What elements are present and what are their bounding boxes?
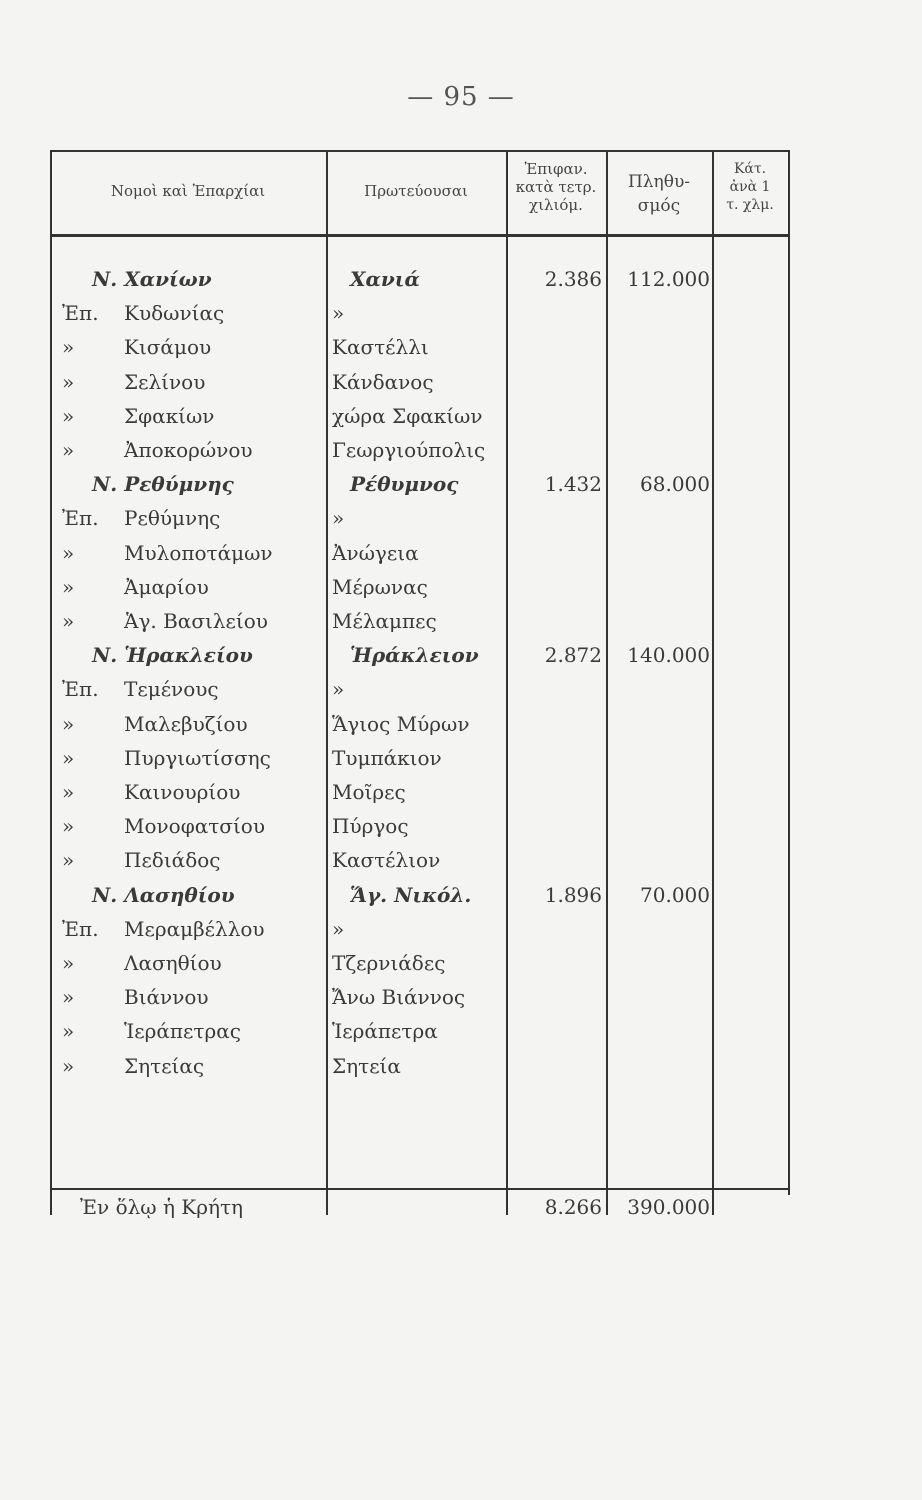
- region-name: [62, 604, 268, 638]
- header-rule: [50, 234, 790, 237]
- total-row: [50, 1190, 790, 1224]
- header-nomoi: Νομοὶ καὶ Ἐπαρχίαι: [110, 182, 266, 200]
- region-name: [62, 365, 205, 399]
- capital: Γεωργιούπολις: [332, 438, 486, 462]
- eparchia-row: [50, 843, 790, 877]
- capital: Ἅγιος Μύρων: [332, 711, 470, 736]
- region-label: Σελίνου: [124, 369, 206, 394]
- region-label: Ἀμαρίου: [124, 574, 209, 599]
- population-value: 70.000: [640, 882, 710, 907]
- region-prefix: Ἐπ.: [62, 301, 99, 326]
- capital: »: [332, 301, 345, 326]
- capital: Μέρωνας: [332, 574, 428, 599]
- region-name: [62, 330, 211, 364]
- capital: Ἄνω Βιάννος: [332, 985, 466, 1010]
- region-label: Μυλοποτάμων: [124, 540, 273, 565]
- region-prefix: Ἐπ.: [62, 677, 99, 702]
- region-prefix: »: [62, 609, 75, 633]
- region-prefix: »: [62, 540, 75, 565]
- capital: Πύργος: [332, 814, 409, 839]
- capital: Χανιά: [350, 267, 420, 291]
- region-name: Ν. Ἡρακλείου: [92, 643, 253, 668]
- region-prefix: »: [62, 369, 75, 394]
- region-prefix: »: [62, 1019, 75, 1044]
- table-top-rule: [50, 150, 790, 152]
- region-label: Πεδιάδος: [124, 848, 221, 873]
- region-label: Καινουρίου: [124, 780, 241, 804]
- region-name: [62, 570, 209, 604]
- population-value: 140.000: [627, 643, 710, 668]
- eparchia-row: [50, 570, 790, 604]
- region-name: Ν. Ρεθύμνης: [92, 472, 234, 497]
- eparchia-row: [50, 296, 790, 330]
- eparchia-row: [50, 1014, 790, 1048]
- eparchia-row: [50, 809, 790, 843]
- nomos-row: [50, 262, 790, 296]
- header-density: Κάτ. ἀνὰ 1 τ. χλμ.: [726, 161, 774, 213]
- region-label: Μεραμβέλλου: [124, 916, 265, 941]
- area-value: 2.872: [544, 643, 602, 668]
- region-label: Λασηθίου: [124, 951, 222, 975]
- region-name: [62, 912, 265, 946]
- region-name: [62, 980, 209, 1014]
- eparchia-row: [50, 433, 790, 467]
- region-label: Σφακίων: [124, 403, 215, 428]
- region-prefix: Ἐπ.: [62, 506, 99, 531]
- region-name: [62, 433, 253, 467]
- header-capitals: Πρωτεύουσαι: [364, 182, 468, 200]
- region-name: Ν. Χανίων: [92, 267, 212, 291]
- capital: Τζερνιάδες: [332, 951, 446, 975]
- nomos-row: [50, 878, 790, 912]
- region-name: [62, 399, 214, 433]
- region-prefix: »: [62, 403, 75, 428]
- region-label: Κισάμου: [124, 335, 212, 360]
- population-value: 68.000: [640, 472, 710, 497]
- region-label: Ἱεράπετρας: [124, 1019, 241, 1044]
- region-prefix: Ἐπ.: [62, 916, 99, 941]
- region-label: Ρεθύμνης: [124, 506, 221, 531]
- capital: Μοῖρες: [332, 780, 406, 804]
- capital: Τυμπάκιον: [332, 745, 442, 770]
- eparchia-row: [50, 946, 790, 980]
- eparchia-row: [50, 775, 790, 809]
- capital: »: [332, 506, 345, 531]
- population-value: 112.000: [627, 267, 710, 291]
- region-label: Βιάννου: [124, 985, 209, 1010]
- region-name: [62, 843, 220, 877]
- header-area: Ἐπιφαν. κατὰ τετρ. χιλιόμ.: [515, 160, 597, 214]
- region-prefix: »: [62, 814, 75, 839]
- region-name: [62, 536, 273, 570]
- region-label: Τεμένους: [124, 677, 219, 702]
- region-label: Πυργιωτίσσης: [124, 745, 271, 770]
- region-prefix: »: [62, 438, 75, 462]
- region-label: Ἁγ. Βασιλείου: [124, 609, 268, 633]
- total-area: 8.266: [544, 1195, 602, 1219]
- capital: Μέλαμπες: [332, 609, 437, 633]
- capital: Ἡράκλειον: [350, 643, 479, 668]
- region-name: [62, 946, 222, 980]
- region-label: Σητείας: [124, 1053, 205, 1078]
- region-name: [62, 775, 240, 809]
- eparchia-row: [50, 536, 790, 570]
- region-prefix: »: [62, 951, 75, 975]
- capital: Καστέλλι: [332, 335, 429, 360]
- eparchia-row: [50, 672, 790, 706]
- nomos-row: [50, 467, 790, 501]
- eparchia-row: [50, 501, 790, 535]
- region-name: [62, 296, 224, 330]
- region-prefix: »: [62, 574, 75, 599]
- nomos-row: [50, 638, 790, 672]
- capital: Ἅγ. Νικόλ.: [350, 882, 472, 907]
- eparchia-row: [50, 399, 790, 433]
- region-name: [62, 741, 271, 775]
- crete-table: [50, 150, 790, 1219]
- region-prefix: »: [62, 1053, 75, 1078]
- region-name: [62, 672, 219, 706]
- capital: »: [332, 677, 345, 702]
- region-prefix: »: [62, 780, 75, 804]
- page-number: — 95 —: [407, 82, 515, 112]
- region-prefix: »: [62, 335, 75, 360]
- eparchia-row: [50, 980, 790, 1014]
- region-prefix: »: [62, 711, 75, 736]
- capital: Ἀνώγεια: [332, 540, 419, 565]
- eparchia-row: [50, 741, 790, 775]
- eparchia-row: [50, 1049, 790, 1083]
- total-label: Ἐν ὅλῳ ἡ Κρήτη: [80, 1195, 244, 1219]
- capital: Σητεία: [332, 1053, 401, 1078]
- region-name: [62, 501, 220, 535]
- region-name: Ν. Λασηθίου: [92, 882, 235, 907]
- region-prefix: »: [62, 745, 75, 770]
- region-name: [62, 707, 248, 741]
- area-value: 2.386: [544, 267, 602, 291]
- region-name: [62, 809, 265, 843]
- eparchia-row: [50, 604, 790, 638]
- eparchia-row: [50, 912, 790, 946]
- capital: »: [332, 916, 345, 941]
- region-prefix: »: [62, 985, 75, 1010]
- capital: Κάνδανος: [332, 369, 434, 394]
- eparchia-row: [50, 365, 790, 399]
- capital: Καστέλιον: [332, 848, 441, 873]
- capital: χώρα Σφακίων: [332, 403, 483, 428]
- header-population: Πληθυ- σμός: [627, 172, 691, 216]
- region-label: Μαλεβυζίου: [124, 711, 248, 736]
- capital: Ἱεράπετρα: [332, 1019, 438, 1044]
- eparchia-row: [50, 330, 790, 364]
- eparchia-row: [50, 707, 790, 741]
- capital: Ρέθυμνος: [350, 472, 459, 497]
- region-label: Κυδωνίας: [124, 301, 225, 326]
- region-label: Ἀποκορώνου: [124, 438, 253, 462]
- region-name: [62, 1014, 241, 1048]
- region-prefix: »: [62, 848, 75, 873]
- area-value: 1.896: [544, 882, 602, 907]
- area-value: 1.432: [544, 472, 602, 497]
- total-population: 390.000: [627, 1195, 710, 1219]
- region-label: Μονοφατσίου: [124, 814, 265, 839]
- region-name: [62, 1049, 204, 1083]
